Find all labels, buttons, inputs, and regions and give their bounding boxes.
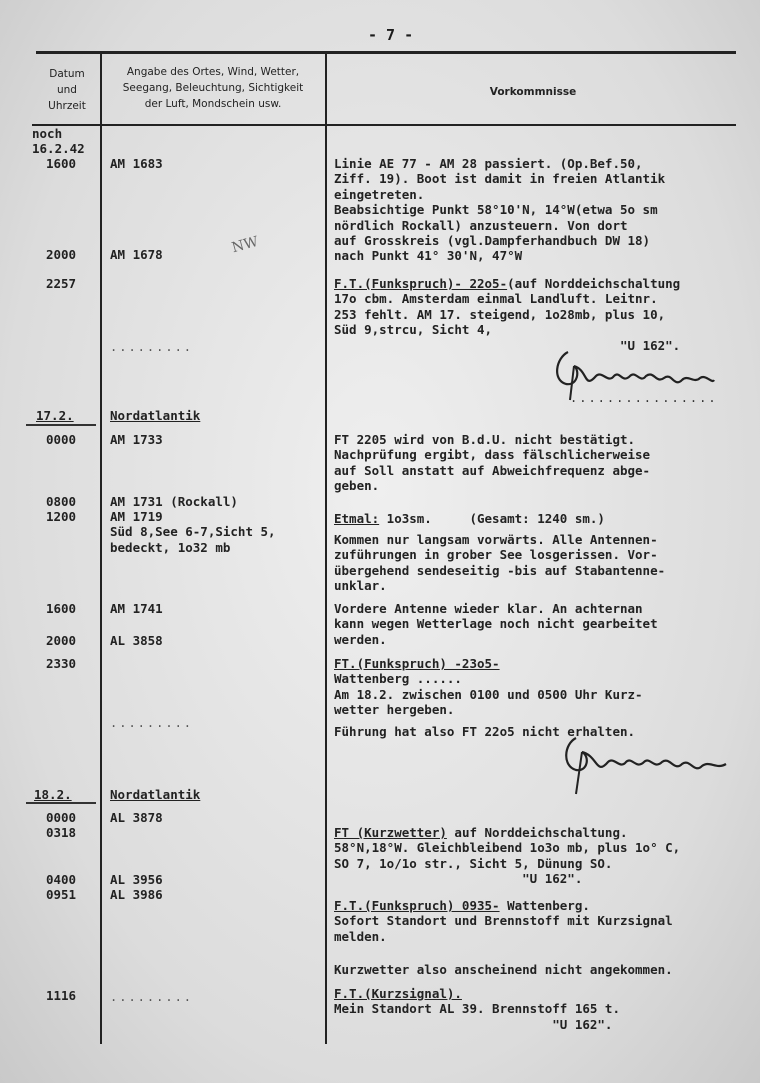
header-date-time: Datum und Uhrzeit	[48, 68, 86, 112]
entry-2257-sign: "U 162".	[620, 338, 681, 353]
time-0400-0951: 0400 0951	[45, 872, 77, 903]
position-am1731: AM 1731 (Rockall)	[110, 494, 238, 509]
position-al3956-al3986: AL 3956 AL 3986	[110, 872, 163, 903]
entry-1600-17-text: Vordere Antenne wieder klar. An achternan kann wegen Wetterlage noch nicht gearbeitet werden.	[334, 601, 658, 647]
time-1600: 1600	[45, 156, 77, 171]
signature-1	[548, 340, 728, 410]
position-am1733: AM 1733	[110, 432, 163, 447]
date-18-2: 18.2.	[34, 787, 72, 802]
time-2000-17: 2000	[45, 633, 77, 648]
signature-2	[558, 728, 748, 798]
entry-0000-17-text: FT 2205 wird von B.d.U. nicht bestätigt. Nachprüfung ergibt, dass fälschlicherweise auf Soll anstatt auf Abweichfrequenz abge- geben.	[334, 432, 651, 494]
dotted-line-3: .........	[110, 990, 194, 1004]
entry-2257-text: F.T.(Funkspruch)- 22o5-(auf Norddeichschaltung 17o cbm. Amsterdam einmal Landluft. Leitnr. 253 fehlt. AM 17. steigend, 1o28mb, plus 10, Süd 9,strcu, Sicht 4,	[334, 276, 681, 338]
position-am1683: AM 1683	[110, 156, 163, 171]
dotted-line: .........	[110, 340, 194, 354]
time-2330: 2330	[45, 656, 77, 671]
time-0800: 0800	[45, 494, 77, 509]
position-am1741: AM 1741	[110, 601, 163, 616]
position-al3878: AL 3878	[110, 810, 163, 825]
header-location-weather: Angabe des Ortes, Wind, Wetter, Seegang, Beleuchtung, Sichtigkeit der Luft, Mondschein usw.	[122, 66, 304, 110]
area-nordatlantik-17: Nordatlantik	[110, 408, 201, 423]
entry-etmal: Etmal: 1o3sm. (Gesamt: 1240 sm.)	[334, 511, 605, 526]
section-rule-17	[26, 424, 96, 426]
dotted-line-2: .........	[110, 716, 194, 730]
time-2257: 2257	[45, 276, 77, 291]
entry-1200-text: Kommen nur langsam vorwärts. Alle Antennen- zuführungen in grober See losgerissen. Vor- übergehend sendeseitig -bis auf Stabantenne- unklar.	[334, 532, 666, 594]
time-1116: 1116	[45, 988, 77, 1003]
header-rule	[32, 124, 736, 126]
time-0000-18: 0000	[45, 810, 77, 825]
entry-1116-text: F.T.(Kurzsignal). Mein Standort AL 39. Brennstoff 165 t. "U 162".	[334, 986, 620, 1032]
date-17-2: 17.2.	[36, 408, 74, 423]
position-am1678: AM 1678	[110, 247, 163, 262]
position-am1719-weather: AM 1719 Süd 8,See 6-7,Sicht 5, bedeckt, 1o32 mb	[110, 509, 276, 555]
entry-0318-text: FT (Kurzwetter) auf Norddeichschaltung. 58°N,18°W. Gleichbleibend 1o3o mb, plus 1o° C, SO 7, 1o/1o str., Sicht 5, Dünung SO. "U 162".	[334, 825, 681, 887]
continued-label: noch 16.2.42	[32, 126, 85, 157]
time-2000: 2000	[45, 247, 77, 262]
entry-2330-text: FT.(Funkspruch) -23o5- Wattenberg ...... Am 18.2. zwischen 0100 und 0500 Uhr Kurz- wetter hergeben.	[334, 656, 643, 718]
area-nordatlantik-18: Nordatlantik	[110, 787, 201, 802]
entry-0935-text: F.T.(Funkspruch) 0935- Wattenberg. Sofort Standort und Brennstoff mit Kurzsignal melden.	[334, 898, 673, 944]
top-rule	[36, 51, 736, 54]
time-1200: 1200	[45, 509, 77, 524]
time-0318: 0318	[45, 825, 77, 840]
handwritten-nw-mark: NW	[230, 233, 261, 257]
entry-0935-text2: Kurzwetter also anscheinend nicht angekommen.	[334, 962, 673, 977]
page-number: - 7 -	[368, 26, 414, 44]
entry-1600-text: Linie AE 77 - AM 28 passiert. (Op.Bef.50, Ziff. 19). Boot ist damit in freien Atlantik eingetreten. Beabsichtige Punkt 58°10'N, 14°W(etwa 5o sm nördlich Rockall) anzusteuern. Von dort auf Grosskreis (vgl.Dampferhandbuch DW 18) nach Punkt 41° 30'N, 47°W	[334, 156, 666, 264]
svg-text:................: ................	[570, 391, 718, 405]
time-0000-17: 0000	[45, 432, 77, 447]
column-divider-2	[325, 54, 327, 1044]
column-divider-1	[100, 54, 102, 1044]
position-al3858: AL 3858	[110, 633, 163, 648]
header-events: Vorkommnisse	[489, 86, 577, 98]
entry-2330-text2: Führung hat also FT 22o5 nicht erhalten.	[334, 724, 636, 739]
time-1600-17: 1600	[45, 601, 77, 616]
